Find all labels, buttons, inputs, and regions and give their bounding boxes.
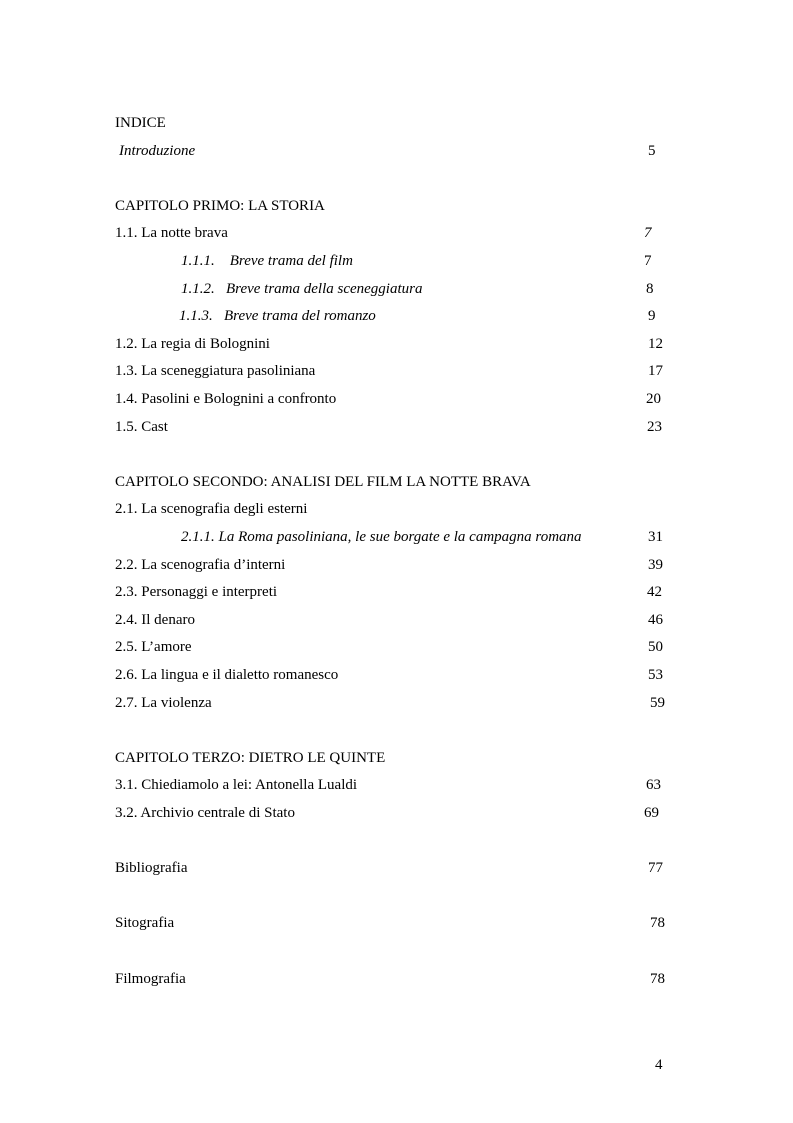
chapter-title-line: [0, 195, 793, 217]
toc-entry-label: Sitografia: [115, 915, 175, 931]
toc-entry: [0, 305, 793, 327]
toc-entry-label: 2.1.1. La Roma pasoliniana, le sue borgate e la campagna romana: [181, 529, 582, 545]
toc-heading-line: [0, 112, 793, 134]
toc-entry-label: Filmografia: [115, 971, 186, 987]
toc-entry-label: Bibliografia: [115, 860, 188, 876]
toc-entry-page: 17: [648, 363, 663, 379]
toc-entry-label: 2.7. La violenza: [115, 695, 212, 711]
toc-entry-label: 1.5. Cast: [115, 419, 168, 435]
toc-entry-label: Introduzione: [119, 143, 196, 159]
toc-entry-page: 7: [644, 225, 652, 241]
toc-entry-page: 42: [647, 584, 662, 600]
toc-entry-page: 5: [648, 143, 656, 159]
toc-entry-page: 31: [648, 529, 663, 545]
toc-entry: [0, 636, 793, 658]
toc-entry-page: 39: [648, 557, 663, 573]
toc-entry: [0, 526, 793, 548]
toc-entry: [0, 692, 793, 714]
toc-entry-label: 1.3. La sceneggiatura pasoliniana: [115, 363, 316, 379]
toc-entry: [0, 222, 793, 244]
chapter-title: CAPITOLO PRIMO: LA STORIA: [115, 198, 325, 214]
toc-entry-label: 2.2. La scenografia d’interni: [115, 557, 286, 573]
toc-entry-page: 78: [650, 915, 665, 931]
page-number: 4: [655, 1057, 663, 1073]
toc-entry: [0, 278, 793, 300]
toc-entry-label: 2.3. Personaggi e interpreti: [115, 584, 278, 600]
page-number-line: [0, 1054, 793, 1076]
toc-entry-page: 7: [644, 253, 652, 269]
chapter-title: CAPITOLO TERZO: DIETRO LE QUINTE: [115, 750, 386, 766]
toc-entry: [0, 912, 793, 934]
toc-entry-label: 2.6. La lingua e il dialetto romanesco: [115, 667, 339, 683]
toc-entry-label: 1.4. Pasolini e Bolognini a confronto: [115, 391, 337, 407]
toc-entry: [0, 388, 793, 410]
toc-entry-label: 1.1. La notte brava: [115, 225, 228, 241]
toc-entry-label: 1.2. La regia di Bolognini: [115, 336, 270, 352]
toc-entry: [0, 333, 793, 355]
toc-entry-page: 20: [646, 391, 661, 407]
toc-entry-label: 1.1.2. Breve trama della sceneggiatura: [181, 281, 423, 297]
toc-heading: INDICE: [115, 115, 166, 131]
toc-entry-page: 23: [647, 419, 662, 435]
toc-entry-label: 2.5. L’amore: [115, 639, 192, 655]
toc-entry: [0, 664, 793, 686]
toc-entry-page: 77: [648, 860, 663, 876]
toc-entry: [0, 802, 793, 824]
toc-entry: [0, 609, 793, 631]
toc-entry: [0, 554, 793, 576]
toc-entry: [0, 968, 793, 990]
chapter-title-line: [0, 471, 793, 493]
toc-entry-page: 53: [648, 667, 663, 683]
toc-entry: [0, 857, 793, 879]
toc-entry: [0, 774, 793, 796]
toc-entry-page: 63: [646, 777, 661, 793]
chapter-title-line: [0, 747, 793, 769]
toc-entry: [0, 140, 793, 162]
toc-entry-page: 9: [648, 308, 656, 324]
toc-entry-label: 2.1. La scenografia degli esterni: [115, 501, 308, 517]
toc-entry-page: 50: [648, 639, 663, 655]
toc-entry-page: 78: [650, 971, 665, 987]
toc-entry-label: 1.1.3. Breve trama del romanzo: [179, 308, 376, 324]
toc-entry-page: 12: [648, 336, 663, 352]
toc-entry-page: 8: [646, 281, 654, 297]
toc-entry-label: 2.4. Il denaro: [115, 612, 195, 628]
toc-entry: [0, 581, 793, 603]
toc-entry-label: 3.2. Archivio centrale di Stato: [115, 805, 295, 821]
toc-entry-page: 69: [644, 805, 659, 821]
toc-entry: [0, 416, 793, 438]
toc-entry-page: 46: [648, 612, 663, 628]
toc-entry-page: 59: [650, 695, 665, 711]
toc-entry-label: 3.1. Chiediamolo a lei: Antonella Lualdi: [115, 777, 358, 793]
toc-entry: [0, 498, 793, 520]
toc-entry-label: 1.1.1. Breve trama del film: [181, 253, 353, 269]
toc-entry: [0, 360, 793, 382]
chapter-title: CAPITOLO SECONDO: ANALISI DEL FILM LA NOTTE BRAVA: [115, 474, 531, 490]
toc-entry: [0, 250, 793, 272]
